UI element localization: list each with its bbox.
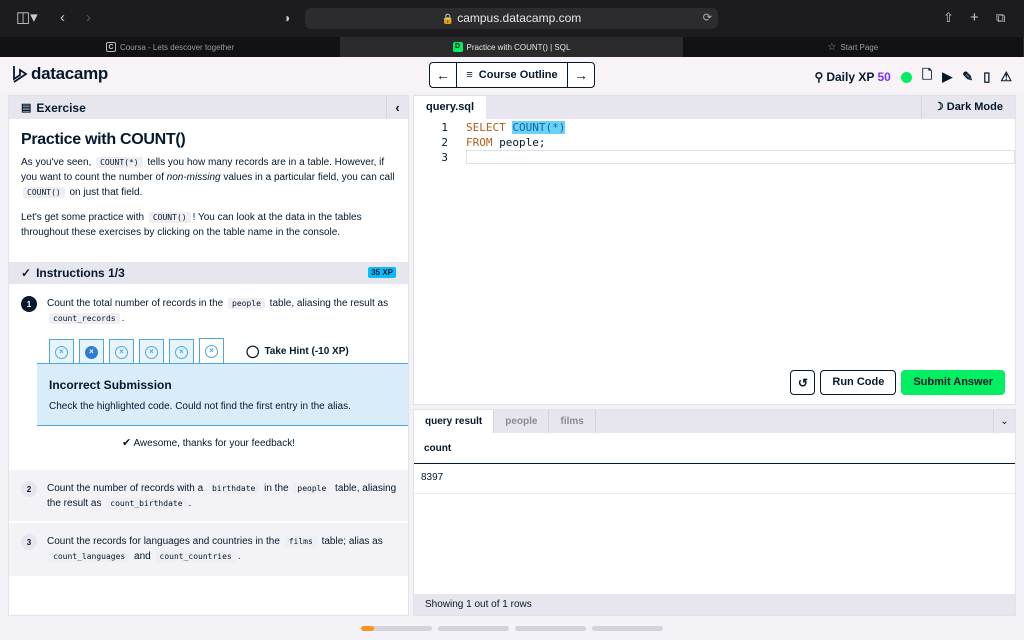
attempt-tab[interactable] xyxy=(169,339,194,364)
check-circle-icon: ✓ xyxy=(21,266,32,280)
progress-segment[interactable] xyxy=(515,626,586,631)
dark-mode-label: Dark Mode xyxy=(946,101,1003,113)
reload-icon[interactable]: ⟳ xyxy=(702,12,712,24)
forward-icon[interactable]: › xyxy=(86,9,91,26)
datacamp-favicon-icon: D xyxy=(453,42,463,52)
editor-tabs xyxy=(414,96,1015,119)
exercise-header xyxy=(9,96,408,119)
x-circle-icon: × xyxy=(55,346,68,359)
lightbulb-icon: ◯ xyxy=(246,344,260,358)
previous-exercise-button[interactable]: ← xyxy=(436,67,450,83)
x-circle-icon: × xyxy=(145,346,158,359)
tab-people[interactable]: people xyxy=(494,410,549,433)
inline-code: COUNT() xyxy=(149,212,191,223)
code-line-2 xyxy=(414,135,1014,150)
inline-code: people xyxy=(293,483,330,494)
results-footer: Showing 1 out of 1 rows xyxy=(414,594,1015,615)
inline-code: COUNT(*) xyxy=(96,157,143,168)
exercise-title: Practice with COUNT() xyxy=(21,131,186,148)
code-line-3 xyxy=(414,150,1014,165)
coursa-favicon-icon: C xyxy=(106,42,116,52)
inline-code: COUNT() xyxy=(23,187,65,198)
result-column-header: count xyxy=(414,433,1015,464)
slides-icon[interactable]: 🗋 xyxy=(921,67,933,82)
tab-films[interactable]: films xyxy=(549,410,595,433)
share-icon[interactable]: ⇧ xyxy=(943,10,954,25)
x-circle-icon: × xyxy=(175,346,188,359)
results-panel xyxy=(413,409,1016,616)
code-input[interactable] xyxy=(414,119,1015,189)
x-circle-icon: × xyxy=(115,346,128,359)
x-circle-icon: × xyxy=(205,345,218,358)
star-icon: ☆ xyxy=(827,41,837,53)
privacy-shield-icon[interactable]: ◑ xyxy=(283,11,291,25)
app-header xyxy=(0,57,1024,93)
attempt-tab[interactable] xyxy=(49,339,74,364)
browser-toolbar xyxy=(0,0,1024,37)
back-icon[interactable]: ‹ xyxy=(60,9,65,26)
sql-keyword: FROM xyxy=(466,136,493,149)
code-line-1 xyxy=(414,120,1014,135)
menu-icon: ≡ xyxy=(466,69,473,81)
browser-tab-coursa[interactable] xyxy=(0,37,341,57)
submit-answer-button[interactable]: Submit Answer xyxy=(901,370,1005,395)
browser-tabs xyxy=(0,37,1024,57)
take-hint-button[interactable] xyxy=(246,344,349,358)
video-icon[interactable]: ▶ xyxy=(942,69,953,84)
progress-fill xyxy=(361,626,374,631)
collapse-panel-button[interactable]: ‹ xyxy=(386,96,408,119)
inline-code: count_languages xyxy=(49,551,129,562)
instruction-step-3[interactable]: 3 Count the records for languages and countries in the films table; alias as count_languages and count_countries . xyxy=(21,534,401,564)
tab-overview-icon[interactable]: ⧉ xyxy=(996,10,1006,25)
thanks-text: Awesome, thanks for your feedback! xyxy=(133,438,296,449)
line-number: 1 xyxy=(441,121,448,134)
report-issue-icon[interactable]: ⚠ xyxy=(1000,69,1012,84)
instructions-label: Instructions 1/3 xyxy=(36,266,125,280)
results-tabs xyxy=(414,410,1015,433)
chevron-down-icon[interactable]: ⌄ xyxy=(993,410,1015,433)
inline-code: birthdate xyxy=(208,483,259,494)
attempt-tabs xyxy=(49,338,224,364)
exercise-progress xyxy=(361,626,663,631)
attempt-tab[interactable] xyxy=(109,339,134,364)
moon-icon: ☽ xyxy=(933,101,944,113)
datacamp-logo-icon xyxy=(12,65,28,83)
inline-code: films xyxy=(285,536,317,547)
attempt-tab[interactable] xyxy=(139,339,164,364)
hint-label: Take Hint (-10 XP) xyxy=(264,345,349,357)
highlighted-code: COUNT(*) xyxy=(512,121,566,134)
tab-label: Coursa - Lets descover together xyxy=(120,42,235,52)
code-text: people; xyxy=(499,136,546,149)
daily-xp-value: 50 xyxy=(877,70,891,84)
reset-icon: ↺ xyxy=(797,375,808,390)
new-tab-icon[interactable]: + xyxy=(970,9,979,26)
inline-code: people xyxy=(228,298,265,309)
browser-tab-start-page[interactable] xyxy=(683,37,1024,57)
course-outline-button[interactable] xyxy=(456,63,568,87)
sql-keyword: SELECT xyxy=(466,121,506,134)
progress-segment[interactable] xyxy=(361,626,432,631)
exercise-description-2: Let's get some practice with COUNT() ! You can look at the data in the tables throughout these exercises by clicking on the table name in the console. xyxy=(21,212,362,238)
url-bar[interactable] xyxy=(305,8,718,29)
reset-code-button[interactable] xyxy=(790,370,815,395)
course-navigation xyxy=(429,62,595,88)
attempt-tab[interactable] xyxy=(79,339,104,364)
feedback-title: Incorrect Submission xyxy=(49,378,172,392)
check-circle-icon: ✔ xyxy=(121,437,132,449)
line-number: 2 xyxy=(441,136,448,149)
edit-icon[interactable]: ✎ xyxy=(962,69,974,84)
course-outline-label: Course Outline xyxy=(478,69,558,81)
lock-icon: 🔒 xyxy=(441,14,455,25)
inline-code: count_birthdate xyxy=(106,498,186,509)
trophy-icon: ⚲ xyxy=(814,70,824,84)
inline-code: count_countries xyxy=(156,551,236,562)
file-tab-query-sql[interactable]: query.sql xyxy=(414,96,486,119)
daily-xp-label: Daily XP 50 xyxy=(826,70,891,84)
progress-segment[interactable] xyxy=(592,626,663,631)
datacamp-logo[interactable] xyxy=(12,64,108,84)
document-icon: ▤ xyxy=(21,102,32,114)
attempt-tab-current[interactable] xyxy=(199,338,224,364)
next-exercise-button[interactable]: → xyxy=(574,67,588,83)
exercise-label: Exercise xyxy=(36,100,86,115)
instructions-header[interactable] xyxy=(9,262,408,284)
url-text: campus.datacamp.com xyxy=(457,11,582,25)
inline-code: count_records xyxy=(49,313,120,324)
instruction-step-1: 1 Count the total number of records in the people table, aliasing the result as count_records . xyxy=(21,296,401,326)
feedback-box xyxy=(37,363,408,426)
progress-segment[interactable] xyxy=(438,626,509,631)
tab-label: Start Page xyxy=(840,42,879,52)
step-number: 2 xyxy=(21,481,37,497)
feedback-thanks xyxy=(9,436,408,449)
line-number: 3 xyxy=(441,151,448,164)
run-code-button[interactable]: Run Code xyxy=(820,370,896,395)
tab-query-result[interactable]: query result xyxy=(414,410,494,433)
result-cell: 8397 xyxy=(414,464,1015,494)
code-editor-panel xyxy=(413,95,1016,405)
feedback-text: Check the highlighted code. Could not find the first entry in the alias. xyxy=(49,401,351,412)
instruction-step-2[interactable]: 2 Count the number of records with a birthdate in the people table, aliasing the result as count_birthdate . xyxy=(21,481,401,511)
logo-text: datacamp xyxy=(31,64,108,83)
dark-mode-toggle[interactable] xyxy=(921,96,1015,119)
tab-label: Practice with COUNT() | SQL xyxy=(466,42,571,52)
browser-tab-practice[interactable] xyxy=(341,37,682,57)
step-number: 1 xyxy=(21,296,37,312)
xp-badge: 35 XP xyxy=(368,267,396,278)
sidebar-toggle-icon[interactable]: ◫▾ xyxy=(16,9,38,26)
mobile-icon[interactable]: ▯ xyxy=(983,69,991,84)
step-number: 3 xyxy=(21,534,37,550)
x-circle-icon: × xyxy=(85,346,98,359)
exercise-panel xyxy=(8,95,409,616)
streak-status-dot[interactable] xyxy=(901,72,912,83)
exercise-description: As you've seen, COUNT(*) tells you how many records are in a table. However, if you want to count the number of non-missing values in a particular field, you can call COUNT() on just that field. xyxy=(21,157,395,198)
